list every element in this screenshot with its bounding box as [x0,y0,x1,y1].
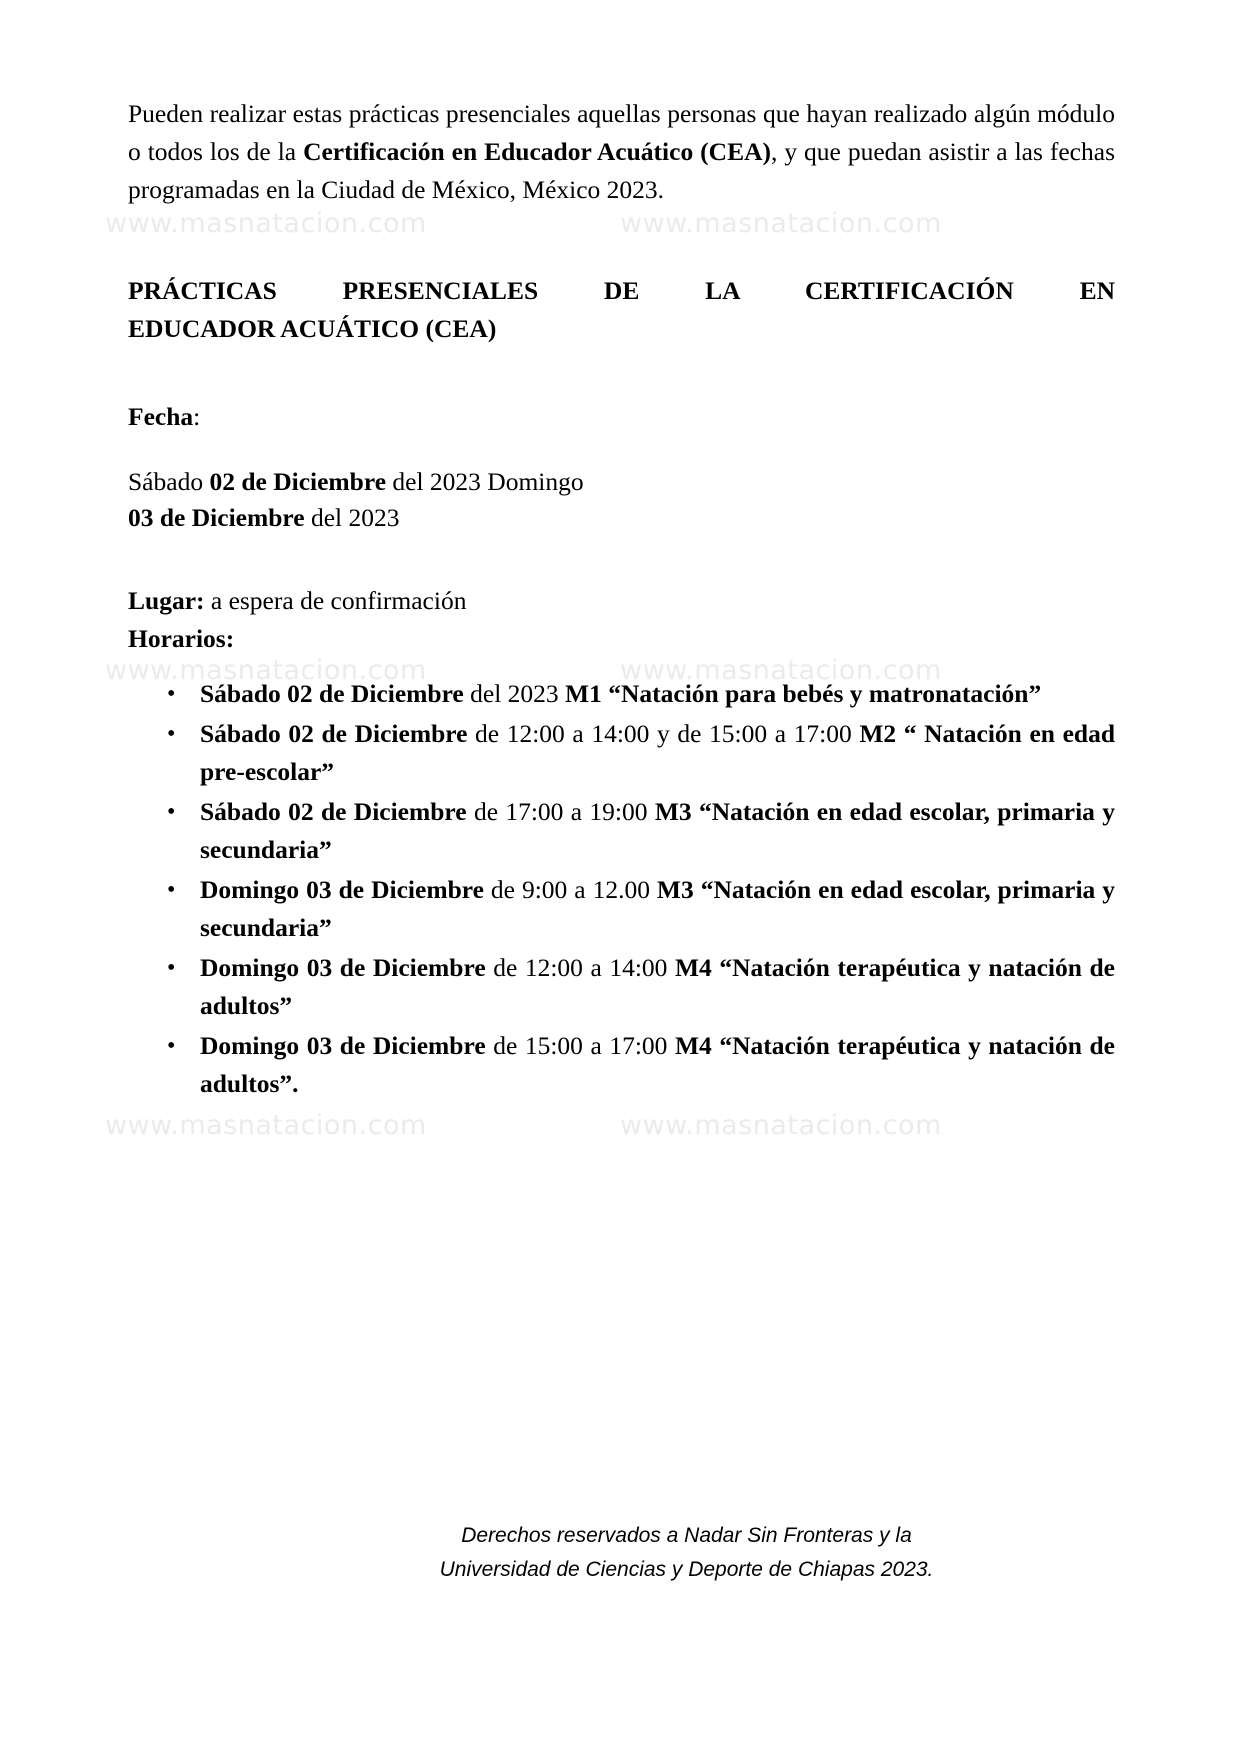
list-item-module: M3 “Natación en edad escolar, primaria y secundaria” [200,875,1115,942]
fecha-values [128,464,1115,536]
list-item-module: M4 “Natación terapéutica y natación de adultos” [200,1031,1115,1098]
list-item-text [200,1027,1115,1103]
bullet-icon: • [167,877,176,903]
fecha-colon: : [193,402,201,431]
list-item-text [200,715,1115,791]
list-item-text [200,675,1115,713]
bullet-icon: • [167,955,176,981]
lugar-horarios-block [128,582,1115,658]
list-item-date: Domingo 03 de Diciembre [200,953,486,982]
intro-paragraph-bold-term: Certificación en Educador Acuático (CEA) [303,137,771,166]
fecha-label: Fecha [128,402,194,431]
page-footer [0,1519,1243,1587]
intro-paragraph-part2: , y que puedan asistir a las fechas programadas en la Ciudad de México, México 2023. [128,137,1115,204]
fecha-label-line [128,398,1115,436]
fecha-line2-post: del 2023 [304,503,400,532]
list-item-module: M3 “Natación en edad escolar, primaria y secundaria” [200,797,1115,864]
footer-line-1: Derechos reservados a Nadar Sin Fronteras y la [461,1524,912,1547]
watermark-text: www.masnatacion.com [620,1110,942,1141]
section-heading-line-1: PRÁCTICAS PRESENCIALES DE LA CERTIFICACIÓN EN [128,276,1115,305]
watermark-text: www.masnatacion.com [105,208,427,239]
intro-paragraph-part1: Pueden realizar estas prácticas presenciales aquellas personas que hayan realizado algún módulo o todos los de la [128,99,1115,166]
watermark-text: www.masnatacion.com [105,655,427,686]
list-item-time: de 12:00 a 14:00 [485,953,675,982]
fecha-line1-pre: Sábado [128,467,210,496]
lugar-label: Lugar: [128,586,205,615]
list-item-tail: . [292,1069,299,1098]
intro-paragraph [128,95,1115,209]
watermark-text: www.masnatacion.com [620,655,942,686]
fecha-line2-date: 03 de Diciembre [128,503,305,532]
list-item-text [200,949,1115,1025]
list-item-time: de 17:00 a 19:00 [466,797,655,826]
list-item-text [200,793,1115,869]
list-item-module: M1 “Natación para bebés y matronatación” [565,679,1042,708]
footer-line-2: Universidad de Ciencias y Deporte de Chiapas 2023. [439,1558,934,1581]
list-item-time: de 15:00 a 17:00 [485,1031,675,1060]
list-item [167,1027,1115,1103]
bullet-icon: • [167,681,176,707]
list-item-date: Domingo 03 de Diciembre [200,1031,486,1060]
list-item-module: M4 “Natación terapéutica y natación de adultos” [200,953,1115,1020]
list-item [167,675,1115,713]
list-item-text [200,871,1115,947]
list-item-time: de 12:00 a 14:00 y de 15:00 a 17:00 [467,719,860,748]
horarios-list [128,675,1115,1103]
bullet-icon: • [167,721,176,747]
fecha-line1-date: 02 de Diciembre [209,467,387,496]
list-item [167,871,1115,947]
watermark-text: www.masnatacion.com [105,1110,427,1141]
list-item-time: de 9:00 a 12.00 [483,875,657,904]
fecha-line1-post: del 2023 Domingo [386,467,584,496]
horarios-label: Horarios: [128,624,235,653]
bullet-icon: • [167,1033,176,1059]
list-item-date: Sábado 02 de Diciembre [200,719,468,748]
list-item-module: M2 “ Natación en edad pre-escolar” [200,719,1115,786]
section-heading [128,272,1115,348]
list-item [167,949,1115,1025]
list-item [167,793,1115,869]
bullet-icon: • [167,799,176,825]
list-item-time: del 2023 [463,679,566,708]
list-item [167,715,1115,791]
section-heading-line-2: EDUCADOR ACUÁTICO (CEA) [128,314,497,343]
list-item-date: Sábado 02 de Diciembre [200,679,464,708]
list-item-date: Domingo 03 de Diciembre [200,875,484,904]
lugar-value: a espera de confirmación [204,586,467,615]
watermark-text: www.masnatacion.com [620,208,942,239]
list-item-date: Sábado 02 de Diciembre [200,797,467,826]
